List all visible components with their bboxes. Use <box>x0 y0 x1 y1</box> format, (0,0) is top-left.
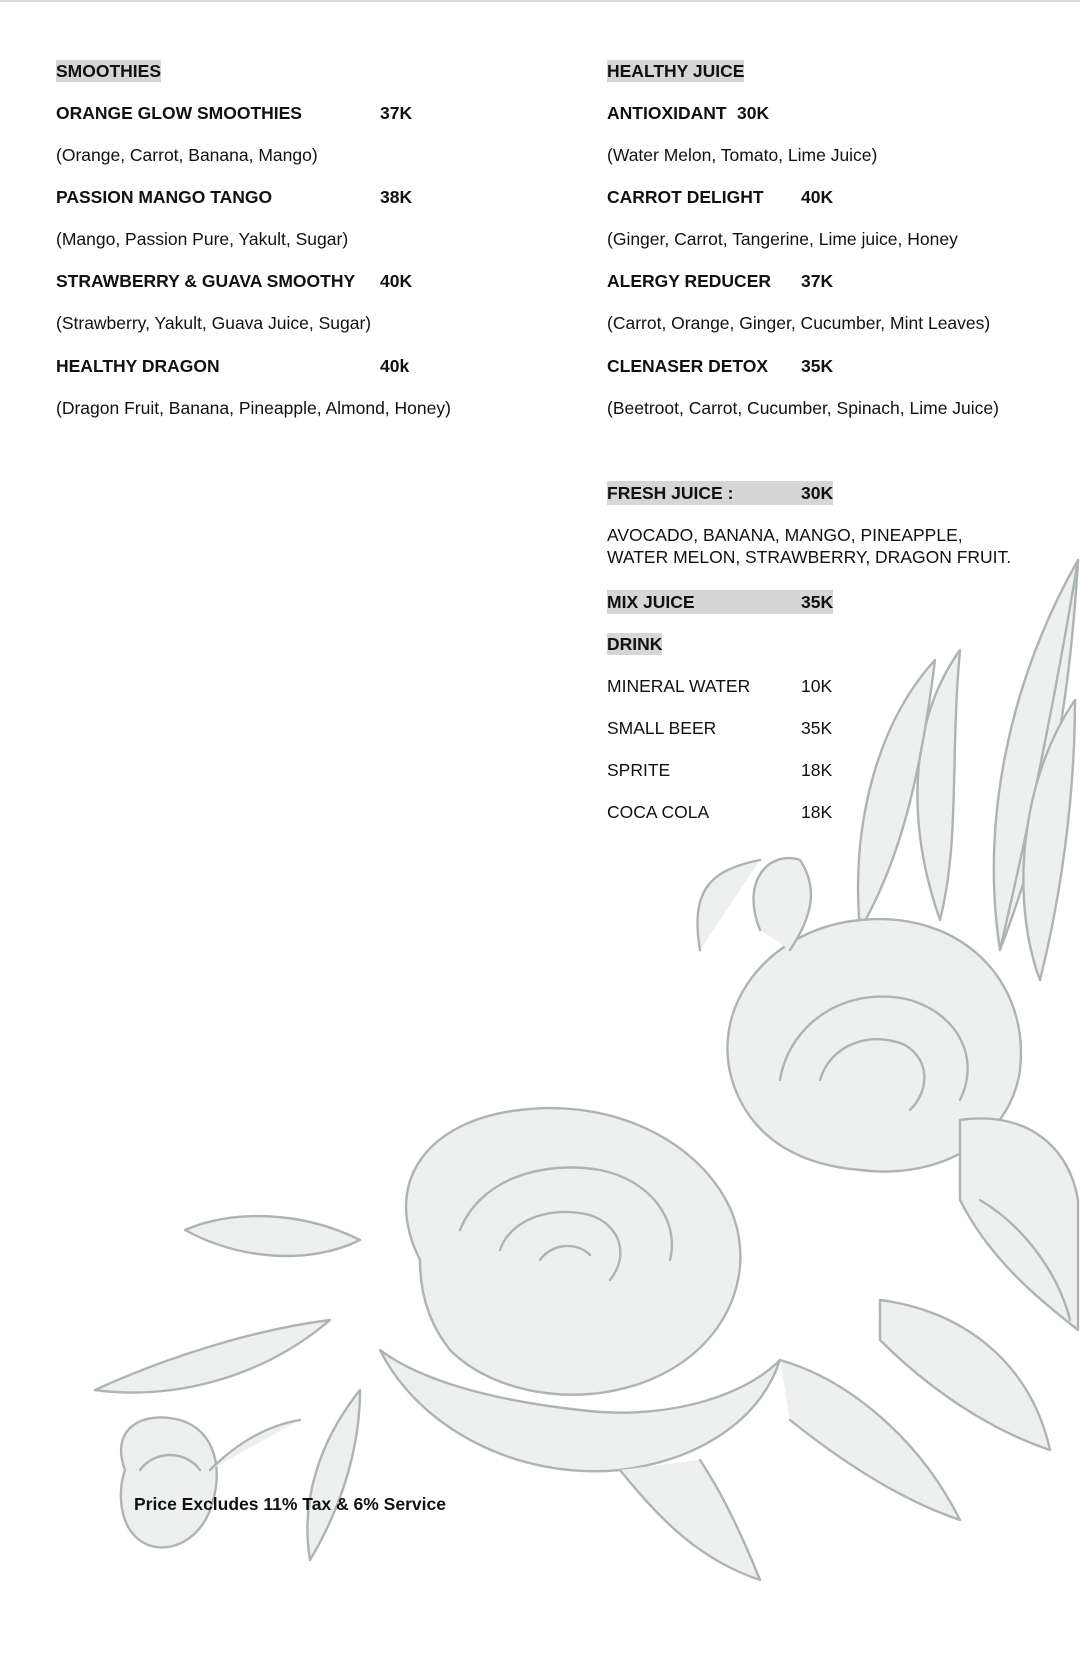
smoothie-desc: (Mango, Passion Pure, Yakult, Sugar) <box>56 229 349 249</box>
fresh-juice-price: 30K <box>801 483 834 503</box>
juice-name: ALERGY REDUCER <box>607 271 772 291</box>
juice-price: 30K <box>737 103 770 123</box>
healthy-juice-header: HEALTHY JUICE <box>607 61 745 81</box>
drink-name: SMALL BEER <box>607 718 717 738</box>
smoothie-price: 40k <box>380 356 410 376</box>
drink-name: MINERAL WATER <box>607 676 751 696</box>
juice-desc: (Beetroot, Carrot, Cucumber, Spinach, Lime Juice) <box>607 398 999 418</box>
drink-name: COCA COLA <box>607 802 710 822</box>
mix-juice-header: MIX JUICE <box>607 592 695 612</box>
juice-price: 37K <box>801 271 834 291</box>
fresh-juice-header: FRESH JUICE : <box>607 483 734 503</box>
drink-price: 18K <box>801 802 833 822</box>
smoothie-name: PASSION MANGO TANGO <box>56 187 273 207</box>
smoothies-header: SMOOTHIES <box>56 61 162 81</box>
juice-price: 35K <box>801 356 834 376</box>
drink-price: 10K <box>801 676 833 696</box>
juice-name: CARROT DELIGHT <box>607 187 764 207</box>
fresh-juice-desc: AVOCADO, BANANA, MANGO, PINEAPPLE, WATER MELON, STRAWBERRY, DRAGON FRUIT. <box>607 525 1012 567</box>
juice-price: 40K <box>801 187 834 207</box>
smoothie-price: 37K <box>380 103 413 123</box>
mix-juice-price: 35K <box>801 592 834 612</box>
smoothie-name: HEALTHY DRAGON <box>56 356 220 376</box>
smoothie-desc: (Dragon Fruit, Banana, Pineapple, Almond, Honey) <box>56 398 451 418</box>
juice-desc: (Carrot, Orange, Ginger, Cucumber, Mint Leaves) <box>607 313 991 333</box>
price-note: Price Excludes 11% Tax & 6% Service <box>134 1494 446 1514</box>
juice-name: CLENASER DETOX <box>607 356 769 376</box>
juice-desc: (Water Melon, Tomato, Lime Juice) <box>607 145 878 165</box>
smoothie-desc: (Strawberry, Yakult, Guava Juice, Sugar) <box>56 313 372 333</box>
smoothie-desc: (Orange, Carrot, Banana, Mango) <box>56 145 318 165</box>
juice-name: ANTIOXIDANT <box>607 103 727 123</box>
smoothie-price: 40K <box>380 271 413 291</box>
drink-name: SPRITE <box>607 760 671 780</box>
smoothie-price: 38K <box>380 187 413 207</box>
smoothie-name: STRAWBERRY & GUAVA SMOOTHY <box>56 271 356 291</box>
drink-price: 18K <box>801 760 833 780</box>
juice-desc: (Ginger, Carrot, Tangerine, Lime juice, Honey <box>607 229 958 249</box>
drink-header: DRINK <box>607 634 663 654</box>
smoothie-name: ORANGE GLOW SMOOTHIES <box>56 103 302 123</box>
drink-price: 35K <box>801 718 833 738</box>
